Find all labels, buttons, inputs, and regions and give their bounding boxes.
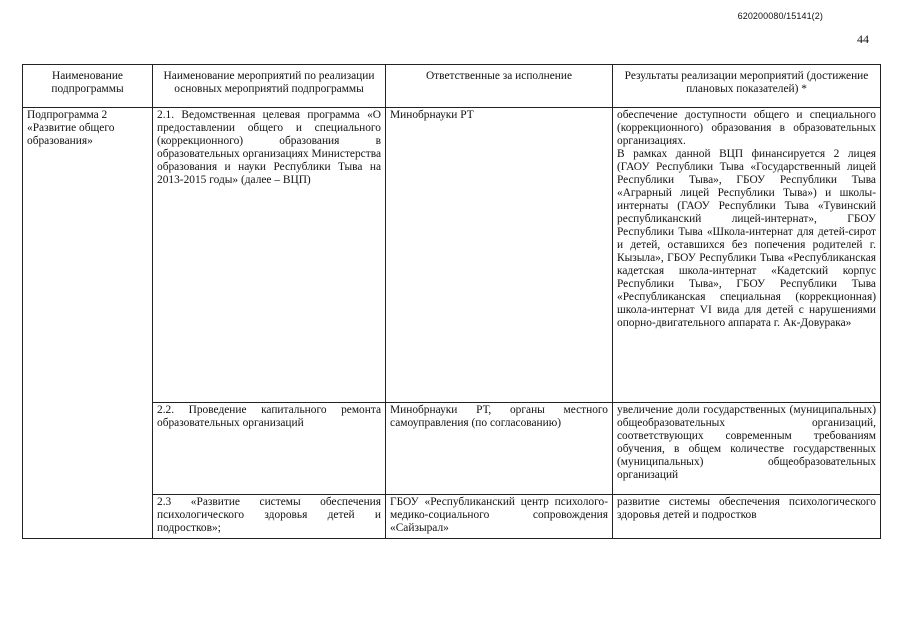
table-row (23, 108, 881, 403)
activity-cell: 2.3 «Развитие системы обеспечения психологического здоровья детей и подростков»; (153, 495, 386, 539)
column-header-responsible: Ответственные за исполнение (386, 65, 613, 108)
responsible-cell: Минобрнауки РТ, органы местного самоуправления (по согласованию) (386, 403, 613, 495)
responsible-cell: Минобрнауки РТ (386, 108, 613, 403)
column-header-subprogram: Наименование подпрограммы (23, 65, 153, 108)
column-header-results: Результаты реализации мероприятий (достижение плановых показателей) * (613, 65, 881, 108)
page-number: 44 (857, 32, 869, 46)
results-text: обеспечение доступности общего и специального (коррекционного) образования в образовательных организациях. (617, 109, 876, 147)
table-header-row (23, 65, 881, 108)
activity-cell: 2.1. Ведомственная целевая программа «О предоставлении общего и специального (коррекционного) образования в образовательных организациях Министерства образования и науки Республики Тыва на 2013-2015 годы» (далее – ВЦП) (153, 108, 386, 403)
results-cell: развитие системы обеспечения психологического здоровья детей и подростков (613, 495, 881, 539)
responsible-cell: ГБОУ «Республиканский центр психолого-медико-социального сопровождения «Сайзырал» (386, 495, 613, 539)
activity-cell: 2.2. Проведение капитального ремонта образовательных организаций (153, 403, 386, 495)
results-cell: увеличение доли государственных (муниципальных) общеобразовательных организаций, соответствующих современным требованиям обучения, в общем количестве государственных (муниципальных) общеобразовательных организаций (613, 403, 881, 495)
measures-table (22, 64, 881, 539)
results-cell (613, 108, 881, 403)
column-header-activity: Наименование мероприятий по реализации основных мероприятий подпрограммы (153, 65, 386, 108)
results-text-continued: В рамках данной ВЦП финансируется 2 лицея (ГАОУ Республики Тыва «Государственный лицей Республики Тыва», ГБОУ Республики Тыва «Аграрный лицей Республики Тыва») и школы-интернаты (ГАОУ Республики Тыва «Тувинский республиканский лицей-интернат», ГБОУ Республики Тыва «Школа-интернат для детей-сирот и детей, оставшихся без попечения родителей г. Кызыла», ГБОУ Республики Тыва «Республиканская кадетская школа-интернат «Кадетский корпус Республики Тыва», ГБОУ Республики Тыва «Республиканская специальная (коррекционная) школа-интернат VI вида для детей с нарушениями опорно-двигательного аппарата г. Ак-Довурака» (617, 148, 876, 329)
subprogram-cell: Подпрограмма 2 «Развитие общего образования» (23, 108, 153, 539)
document-id: 620200080/15141(2) (737, 11, 823, 21)
